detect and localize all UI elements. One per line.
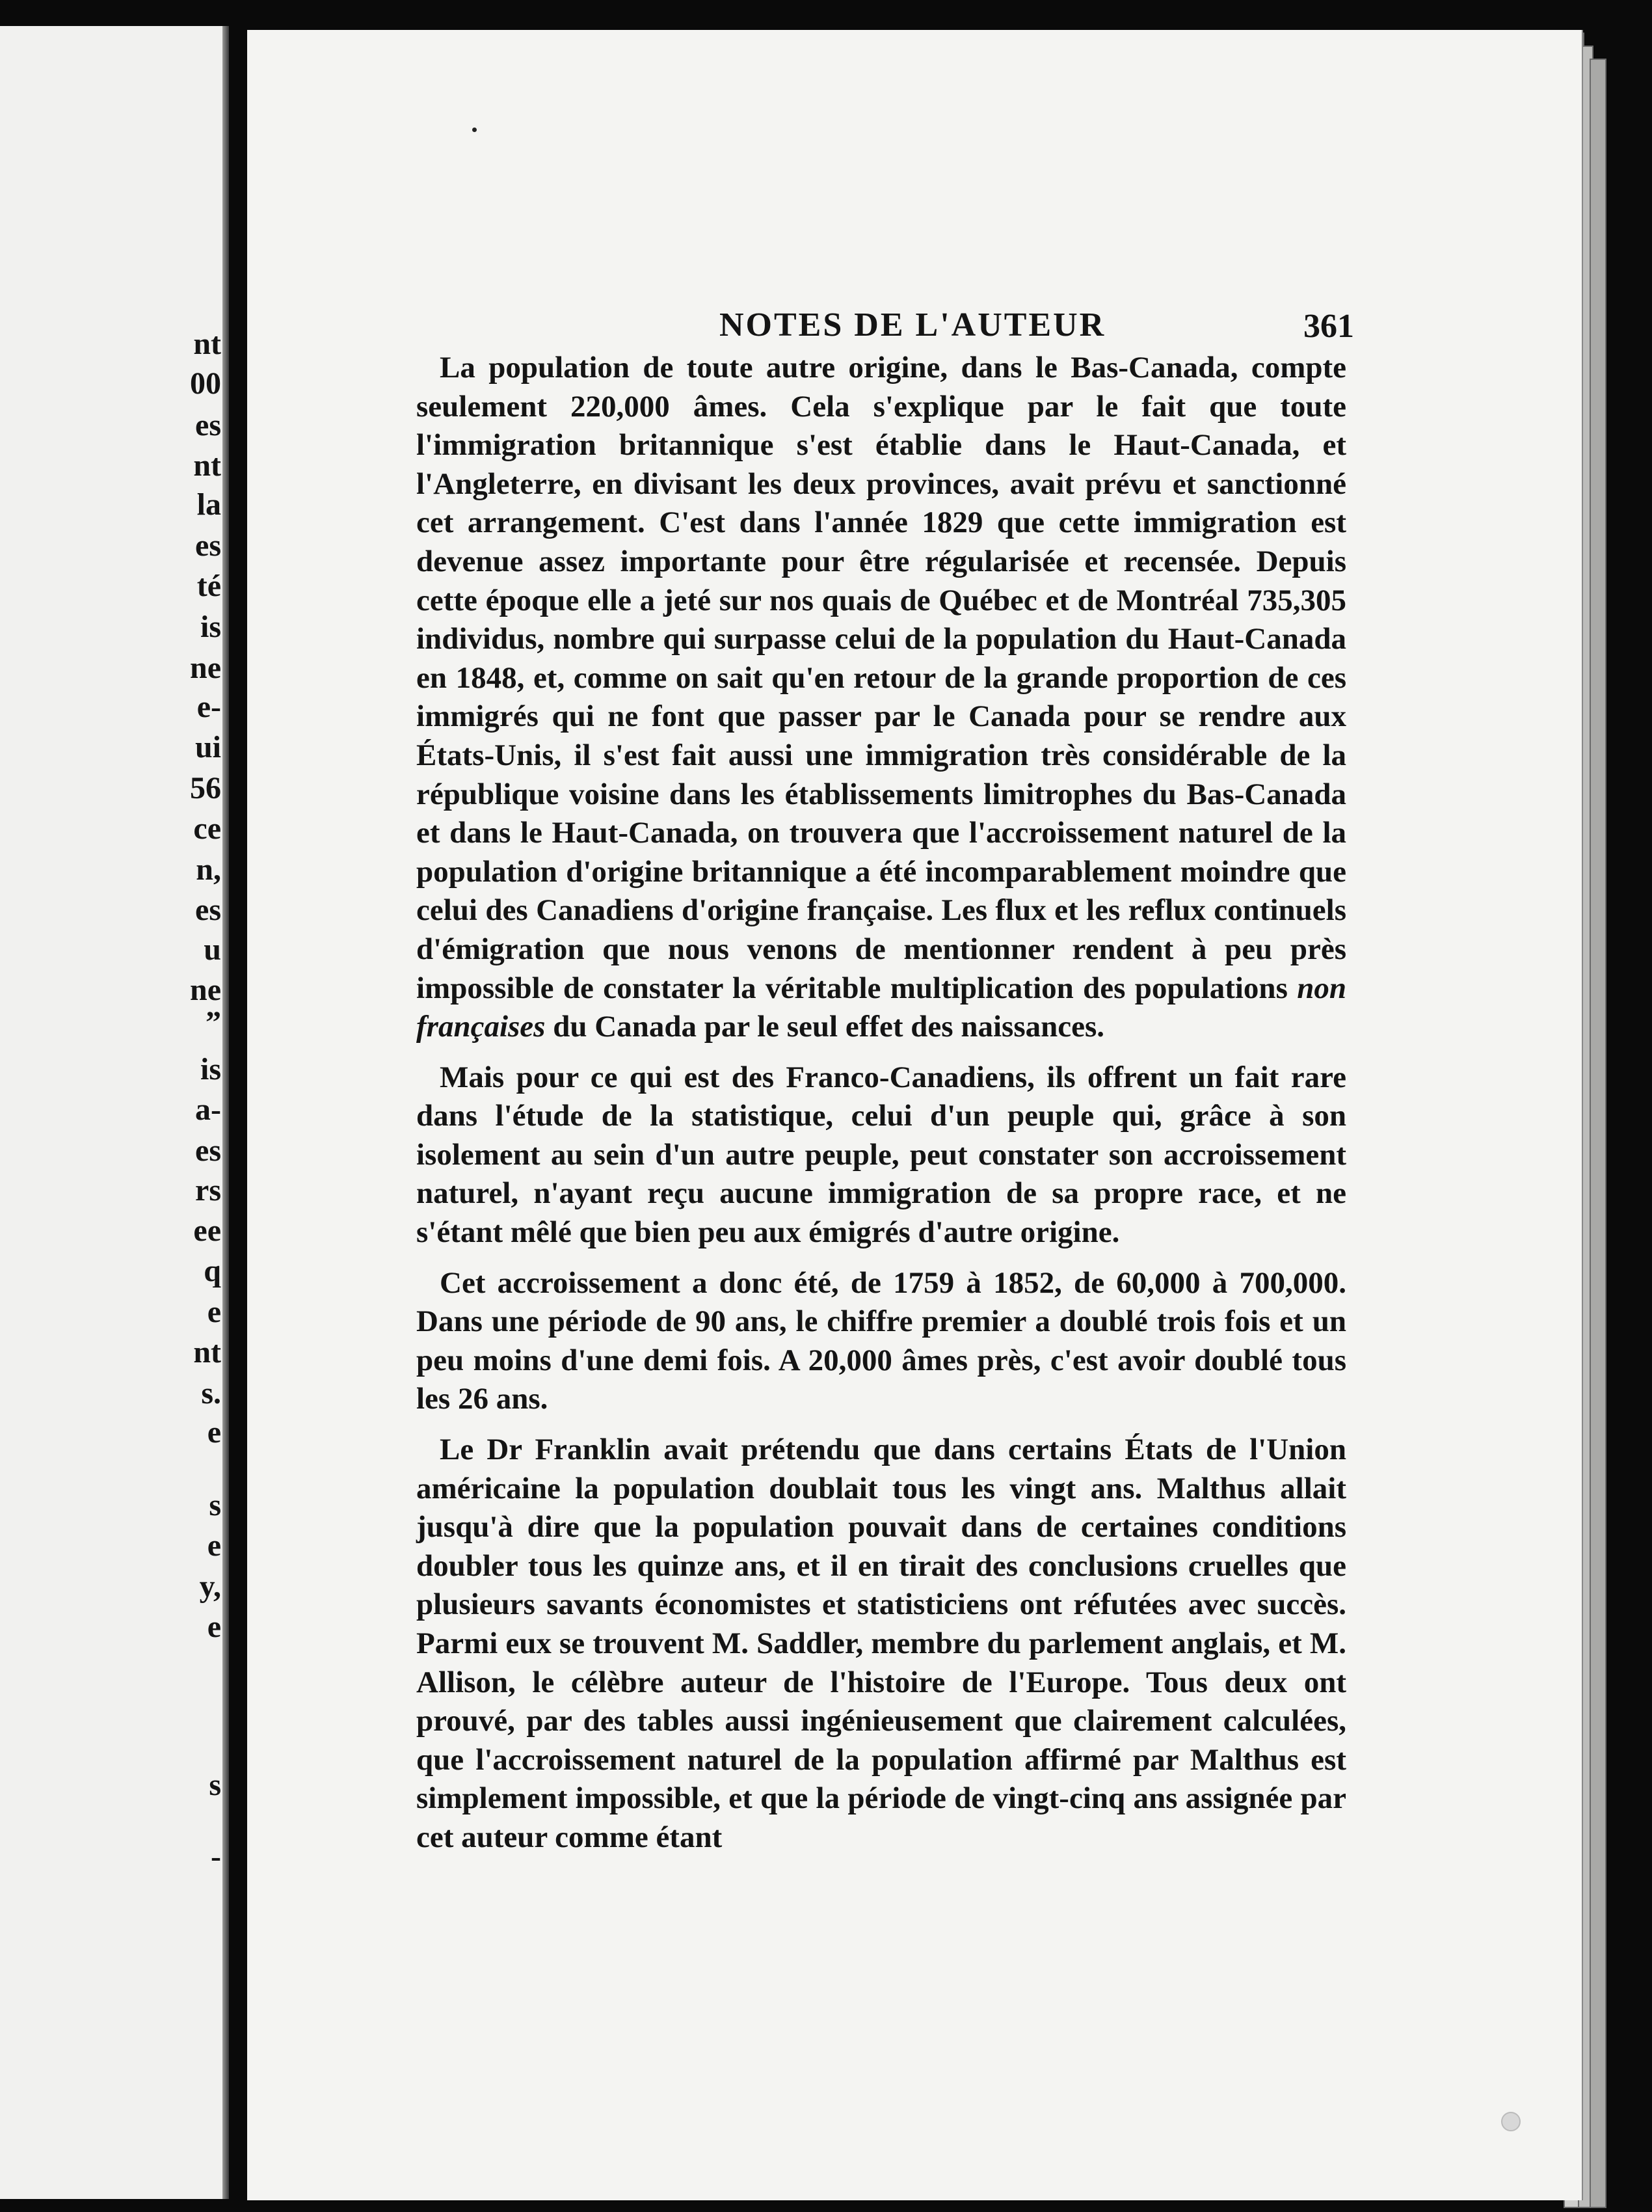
left-page-fragment: s — [209, 1768, 221, 1802]
left-page-fragment: e — [207, 1295, 221, 1329]
left-page-fragment: y, — [199, 1569, 221, 1604]
left-page-fragment: es — [195, 1133, 221, 1168]
page-number: 361 — [1303, 308, 1354, 345]
left-page-fragment: té — [196, 569, 221, 603]
paragraph-text: La population de toute autre origine, dans le Bas-Canada, compte seulement 220,000 âmes. Cela s'explique par le fait que toute l'immigration britannique s'est établie dans le Haut-Canada, et l'Angleterre, en divisant les deux provinces, avait prévu et sanctionné cet arrangement. C'est dans l'année 1829 que cette immigration est devenue assez importante pour être régularisée et recensée. Depuis cette époque elle a jeté sur nos quais de Québec et de Montréal 735,305 individus, nombre qui surpasse celui de la population du Haut-Canada en 1848, et, comme on sait qu'en retour de la grande proportion de ces immigrés qui ne font que passer par le Canada pour se rendre aux États-Unis, il s'est fait aussi une immigration très considérable de la république voisine dans les établissements limitrophes du Bas-Canada et dans le Haut-Canada, on trouvera que l'accroissement naturel de la population d'origine britannique a été incomparablement moindre que celui des Canadiens d'origine française. Les flux et les reflux continuels d'émigration que nous venons de mentionner rendent à peu près impossible de constater la véritable multiplication des populations — [416, 351, 1346, 1005]
left-page-fragment: nt — [193, 448, 221, 483]
left-page-fragment: s. — [201, 1376, 221, 1410]
left-page-fragment: ne — [190, 973, 221, 1007]
left-page-fragment: es — [195, 528, 221, 563]
left-page-fragment: e — [207, 1528, 221, 1563]
left-page-fragment: ee — [193, 1213, 221, 1248]
left-page-fragment: 00 — [190, 366, 221, 401]
page-edge — [1590, 59, 1606, 2208]
left-page-fragment: nt — [193, 327, 221, 361]
left-page-fragment: is — [200, 1052, 221, 1086]
left-page-fragment: e — [207, 1610, 221, 1644]
left-page-fragment: n, — [196, 852, 221, 887]
paper-blemish — [1501, 2112, 1521, 2131]
paragraph-tail: du Canada par le seul effet des naissances. — [545, 1010, 1105, 1044]
left-page-fragment: es — [195, 408, 221, 442]
body-text — [416, 349, 1346, 1857]
left-page-fragment: ne — [190, 651, 221, 685]
italic-phrase: non françaises — [416, 971, 1346, 1044]
left-page-fragment: la — [196, 487, 221, 522]
left-page-fragment: rs — [195, 1173, 221, 1207]
left-page-fragment: ui — [194, 730, 221, 764]
paragraph — [416, 349, 1346, 1047]
left-page-fragment: a- — [195, 1092, 221, 1127]
left-page-fragment: nt — [193, 1335, 221, 1369]
left-page-fragment: 56 — [190, 771, 221, 805]
left-page-fragment: is — [200, 610, 221, 644]
left-page-fragment: - — [211, 1839, 221, 1874]
speck — [472, 128, 477, 132]
left-page — [0, 26, 229, 2199]
paragraph: Cet accroissement a donc été, de 1759 à 1852, de 60,000 à 700,000. Dans une période de 90 ans, le chiffre premier a doublé trois fois et un peu moins d'une demi fois. A 20,000 âmes près, c'est avoir doublé tous les 26 ans. — [416, 1265, 1346, 1416]
paragraph: Mais pour ce qui est des Franco-Canadiens, ils offrent un fait rare dans l'étude de la statistique, celui d'un peuple qui, grâce à son isolement au sein d'un autre peuple, peut constater son accroissement naturel, n'ayant reçu aucune immigration de sa propre race, et ne s'étant mêlé que bien peu aux émigrés d'autre origine. — [416, 1060, 1346, 1250]
left-page-fragment: ce — [193, 811, 221, 846]
left-page-fragment: u — [204, 932, 221, 967]
left-page-fragment: ” — [206, 1005, 221, 1040]
left-page-fragment: s — [209, 1488, 221, 1522]
left-page-fragment: es — [195, 893, 221, 927]
paragraph: Le Dr Franklin avait prétendu que dans certains États de l'Union américaine la population doublait tous les vingt ans. Malthus allait jusqu'à dire que la population pouvait dans de certaines conditions doubler tous les quinze ans, et il en tirait des conclusions cruelles que plusieurs savants économistes et statisticiens ont réfutées avec succès. Parmi eux se trouvent M. Saddler, membre du parlement anglais, et M. Allison, le célèbre auteur de l'histoire de l'Europe. Tous deux ont prouvé, par des tables aussi ingénieusement que clairement calculées, que l'accroissement naturel de la population affirmé par Malthus est simplement impossible, et que la période de vingt-cinq ans assignée par cet auteur comme étant — [416, 1433, 1346, 1854]
left-page-fragment: q — [204, 1254, 221, 1288]
running-head: NOTES DE L'AUTEUR — [719, 306, 1106, 344]
left-page-fragment: e — [207, 1415, 221, 1450]
left-page-fragment: e- — [196, 690, 221, 724]
